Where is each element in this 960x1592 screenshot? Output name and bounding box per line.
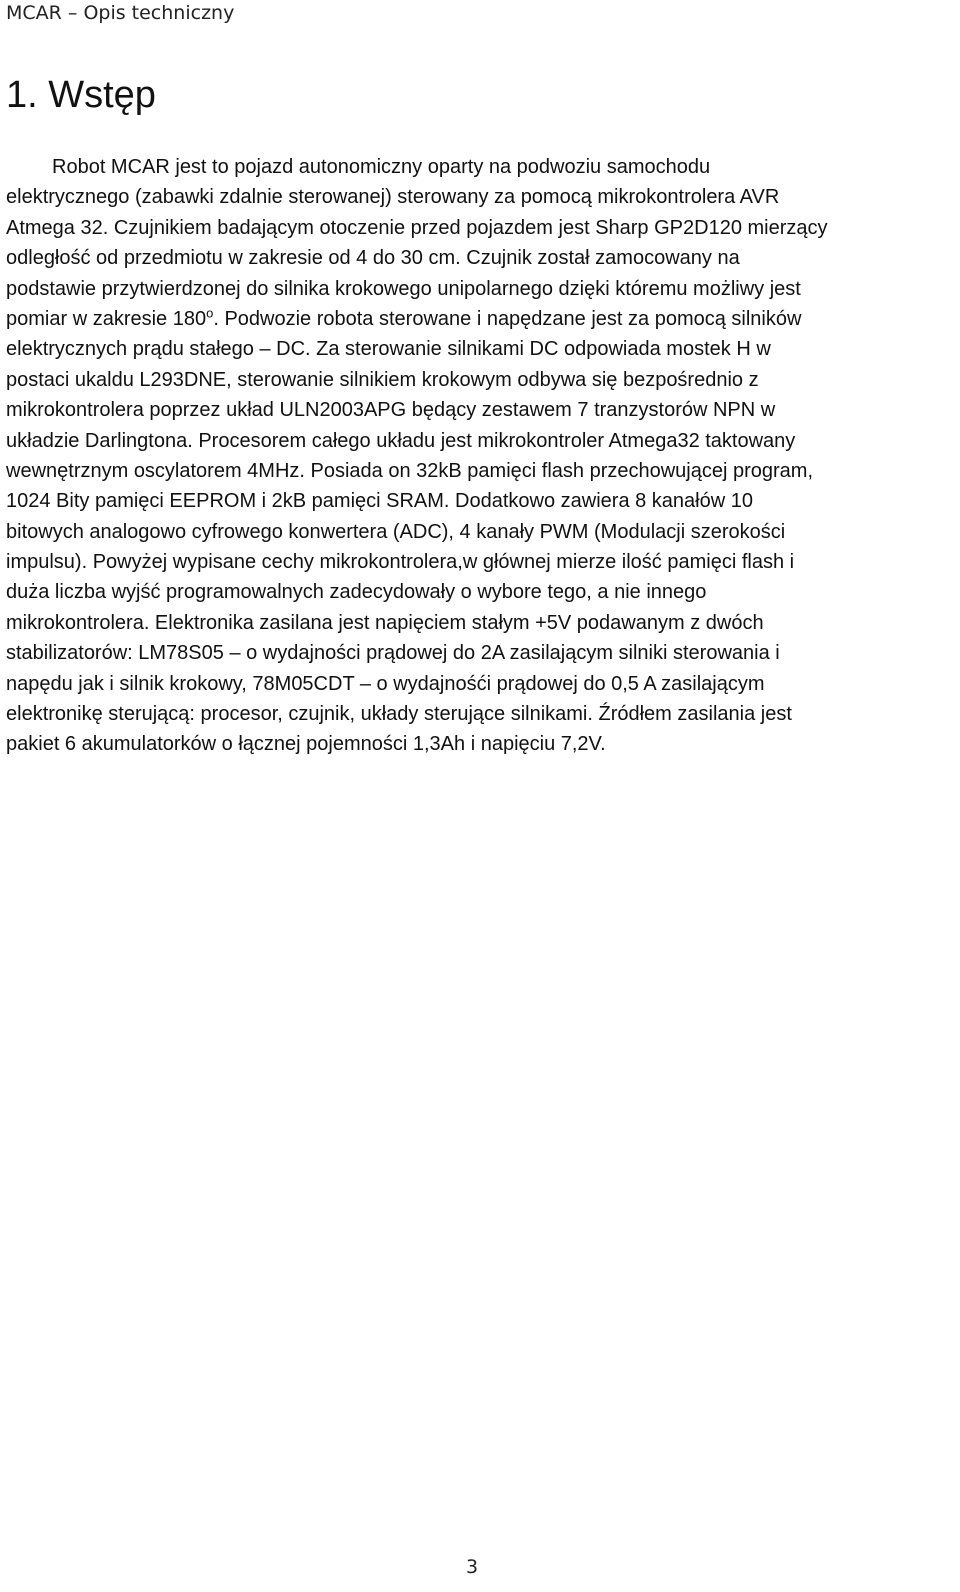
paragraph-line: wewnętrznym oscylatorem 4MHz. Posiada on 32kB pamięci flash przechowującej program, (6, 459, 814, 482)
paragraph-line: duża liczba wyjść programowalnych zadecydowały o wybore tego, a nie innego (6, 581, 707, 604)
degree-superscript: o (206, 305, 214, 321)
paragraph-line-start: pomiar w zakresie 180 (6, 307, 207, 330)
paragraph-line: Atmega 32. Czujnikiem badającym otoczenie przed pojazdem jest Sharp GP2D120 mierzący (6, 216, 828, 239)
paragraph-line: postaci ukaldu L293DNE, sterowanie silnikiem krokowym odbywa się bezpośrednio z (6, 368, 759, 391)
section-heading: 1. Wstęp (6, 74, 156, 116)
paragraph-line: pakiet 6 akumulatorków o łącznej pojemności 1,3Ah i napięciu 7,2V. (6, 733, 606, 756)
paragraph-line: podstawie przytwierdzonej do silnika krokowego unipolarnego dzięki któremu możliwy jest (6, 277, 801, 300)
paragraph-line: elektrycznych prądu stałego – DC. Za sterowanie silnikami DC odpowiada mostek H w (6, 338, 771, 361)
paragraph-line (6, 304, 954, 334)
paragraph-line-end: . Podwozie robota sterowane i napędzane jest za pomocą silników (213, 307, 802, 330)
page-header-title: MCAR – Opis techniczny (6, 2, 235, 24)
paragraph-line: Robot MCAR jest to pojazd autonomiczny oparty na podwoziu samochodu (52, 156, 711, 178)
paragraph-line: mikrokontrolera. Elektronika zasilana jest napięciem stałym +5V podawanym z dwóch (6, 611, 764, 634)
paragraph-line: układzie Darlingtona. Procesorem całego układu jest mikrokontroler Atmega32 taktowany (6, 429, 796, 452)
paragraph-line: impulsu). Powyżej wypisane cechy mikrokontrolera,w głównej mierze ilość pamięci flash i (6, 551, 795, 574)
paragraph-line: napędu jak i silnik krokowy, 78M05CDT – o wydajnośći prądowej do 0,5 A zasilającym (6, 672, 765, 695)
page-number: 3 (466, 1556, 479, 1578)
paragraph-line: stabilizatorów: LM78S05 – o wydajności prądowej do 2A zasilającym silniki sterowania i (6, 642, 780, 665)
paragraph-line: 1024 Bity pamięci EEPROM i 2kB pamięci SRAM. Dodatkowo zawiera 8 kanałów 10 (6, 490, 753, 513)
paragraph-line: elektronikę sterującą: procesor, czujnik, układy sterujące silnikami. Źródłem zasilania jest (6, 703, 792, 726)
paragraph-line: elektrycznego (zabawki zdalnie sterowanej) sterowany za pomocą mikrokontrolera AVR (6, 186, 780, 209)
body-paragraph (6, 152, 954, 760)
paragraph-line: odległość od przedmiotu w zakresie od 4 do 30 cm. Czujnik został zamocowany na (6, 247, 740, 270)
paragraph-line: bitowych analogowo cyfrowego konwertera (ADC), 4 kanały PWM (Modulacji szerokości (6, 520, 786, 543)
paragraph-line: mikrokontrolera poprzez układ ULN2003APG będący zestawem 7 tranzystorów NPN w (6, 399, 776, 422)
